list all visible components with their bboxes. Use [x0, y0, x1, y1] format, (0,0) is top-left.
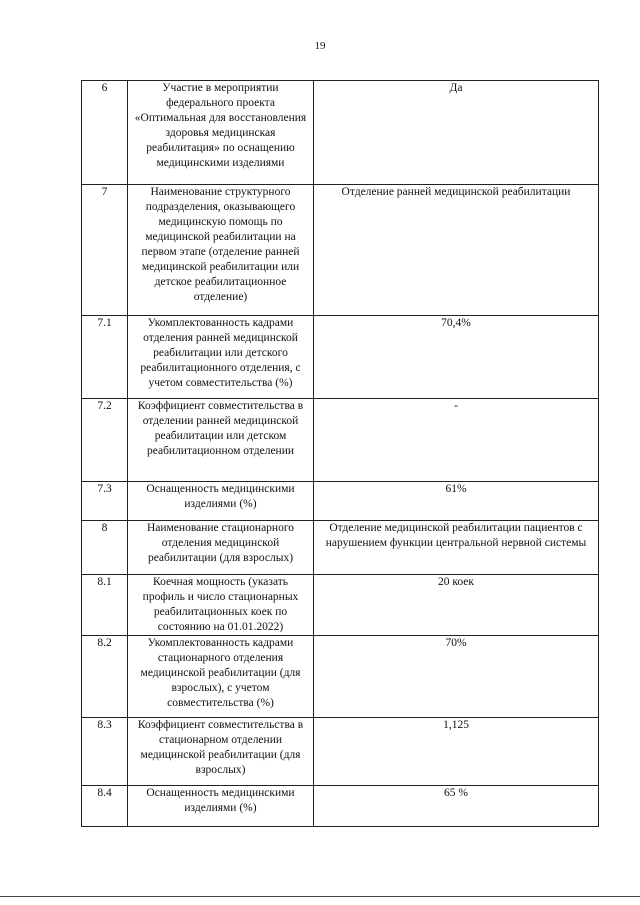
row-parameter: Оснащенность медицинскими изделиями (%)	[128, 482, 314, 521]
row-number: 8.1	[82, 575, 128, 636]
row-number: 7	[82, 185, 128, 316]
row-number: 7.2	[82, 399, 128, 482]
table-row	[82, 81, 599, 185]
row-number: 7.1	[82, 316, 128, 399]
table-row	[82, 316, 599, 399]
page-number: 19	[314, 40, 326, 52]
table-row	[82, 636, 599, 718]
row-value: -	[314, 399, 599, 482]
table-row	[82, 399, 599, 482]
row-parameter: Укомплектованность кадрами стационарного отделения медицинской реабилитации (для взрослых), с учетом совместительства (%)	[128, 636, 314, 718]
row-value: 61%	[314, 482, 599, 521]
row-value: 1,125	[314, 718, 599, 786]
row-parameter: Укомплектованность кадрами отделения ранней медицинской реабилитации или детского реабилитационного отделения, с учетом совместительства (%)	[128, 316, 314, 399]
row-parameter: Коэффициент совместительства в отделении ранней медицинской реабилитации или детском реабилитационном отделении	[128, 399, 314, 482]
row-number: 6	[82, 81, 128, 185]
row-value: 65 %	[314, 786, 599, 827]
row-parameter: Участие в мероприятии федерального проекта «Оптимальная для восстановления здоровья медицинская реабилитация» по оснащению медицинскими изделиями	[128, 81, 314, 185]
row-value: Отделение ранней медицинской реабилитации	[314, 185, 599, 316]
row-number: 8	[82, 521, 128, 575]
table-row	[82, 521, 599, 575]
data-table	[81, 80, 599, 827]
row-parameter: Наименование стационарного отделения медицинской реабилитации (для взрослых)	[128, 521, 314, 575]
row-parameter: Наименование структурного подразделения, оказывающего медицинскую помощь по медицинской реабилитации на первом этапе (отделение ранней медицинской реабилитации или детское реабилитационное отделение)	[128, 185, 314, 316]
row-parameter: Оснащенность медицинскими изделиями (%)	[128, 786, 314, 827]
row-parameter: Коечная мощность (указать профиль и число стационарных реабилитационных коек по состоянию на 01.01.2022)	[128, 575, 314, 636]
row-number: 8.2	[82, 636, 128, 718]
row-value: 70,4%	[314, 316, 599, 399]
page-bottom-rule	[0, 896, 640, 897]
table-row	[82, 185, 599, 316]
row-number: 7.3	[82, 482, 128, 521]
table-row	[82, 575, 599, 636]
row-value: 70%	[314, 636, 599, 718]
row-number: 8.3	[82, 718, 128, 786]
row-number: 8.4	[82, 786, 128, 827]
table-row	[82, 482, 599, 521]
row-value: Да	[314, 81, 599, 185]
row-parameter: Коэффициент совместительства в стационарном отделении медицинской реабилитации (для взрослых)	[128, 718, 314, 786]
table-row	[82, 718, 599, 786]
row-value: Отделение медицинской реабилитации пациентов с нарушением функции центральной нервной системы	[314, 521, 599, 575]
table-row	[82, 786, 599, 827]
row-value: 20 коек	[314, 575, 599, 636]
